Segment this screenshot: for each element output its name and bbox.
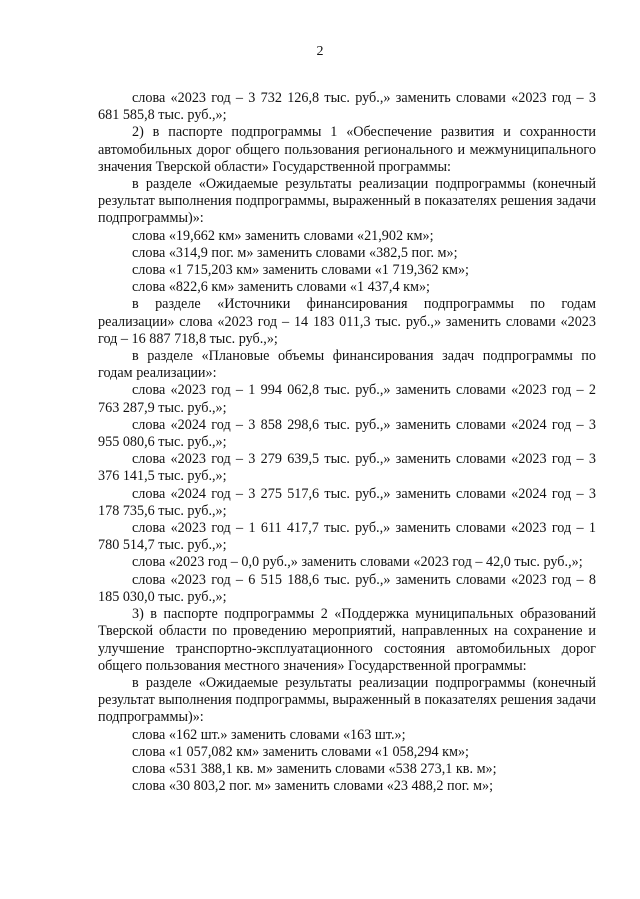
paragraph: слова «314,9 пог. м» заменить словами «382,5 пог. м»; [132,244,458,261]
paragraph: слова «2023 год – 3 732 126,8 тыс. руб.,» заменить словами «2023 год – 3 681 585,8 тыс. руб.,»; [98,90,596,124]
paragraph: слова «2023 год – 1 994 062,8 тыс. руб.,» заменить словами «2023 год – 2 763 287,9 тыс. руб.,»; [98,382,596,416]
paragraph: слова «2023 год – 0,0 руб.,» заменить словами «2023 год – 42,0 тыс. руб.,»; [132,554,583,571]
paragraph: слова «1 715,203 км» заменить словами «1 719,362 км»; [132,262,470,279]
paragraph: слова «2024 год – 3 858 298,6 тыс. руб.,» заменить словами «2024 год – 3 955 080,6 тыс. руб.,»; [98,416,596,451]
document-body [98,90,596,795]
page-number: 2 [316,44,324,59]
paragraph: слова «531 388,1 кв. м» заменить словами «538 273,1 кв. м»; [132,760,497,777]
paragraph: слова «162 шт.» заменить словами «163 шт.»; [132,726,406,743]
paragraph: 2) в паспорте подпрограммы 1 «Обеспечение развития и сохранности автомобильных дорог общего пользования регионального и межмуниципального значения Тверской области» Государственной программы: [98,124,596,175]
paragraph: слова «1 057,082 км» заменить словами «1 058,294 км»; [132,743,470,760]
paragraph: слова «30 803,2 пог. м» заменить словами «23 488,2 пог. м»; [132,778,494,795]
paragraph: слова «2023 год – 6 515 188,6 тыс. руб.,» заменить словами «2023 год – 8 185 030,0 тыс. руб.,»; [98,571,596,605]
paragraph: в разделе «Ожидаемые результаты реализации подпрограммы (конечный результат выполнения подпрограммы, выраженный в показателях решения задачи подпрограммы)»: [98,176,596,227]
paragraph: 3) в паспорте подпрограммы 2 «Поддержка муниципальных образований Тверской области по проведению мероприятий, направленных на сохранение и улучшение транспортно-эксплуатационного состояния автомобильных дорог общего пользования местного значения» Государственной программы: [98,606,596,674]
paragraph: слова «822,6 км» заменить словами «1 437,4 км»; [132,279,430,296]
paragraph: слова «2023 год – 1 611 417,7 тыс. руб.,» заменить словами «2023 год – 1 780 514,7 тыс. руб.,»; [98,520,596,554]
paragraph: в разделе «Ожидаемые результаты реализации подпрограммы (конечный результат выполнения подпрограммы, выраженный в показателях решения задачи подпрограммы)»: [98,674,596,726]
paragraph: слова «2023 год – 3 279 639,5 тыс. руб.,» заменить словами «2023 год – 3 376 141,5 тыс. руб.,»; [98,451,596,485]
paragraph: слова «19,662 км» заменить словами «21,902 км»; [132,227,434,244]
paragraph: в разделе «Плановые объемы финансирования задач подпрограммы по годам реализации»: [98,348,596,382]
paragraph: в разделе «Источники финансирования подпрограммы по годам реализации» слова «2023 год – 14 183 011,3 тыс. руб.,» заменить словами «2023 год – 16 887 718,8 тыс. руб.,»; [98,296,596,347]
paragraph: слова «2024 год – 3 275 517,6 тыс. руб.,» заменить словами «2024 год – 3 178 735,6 тыс. руб.,»; [98,485,596,519]
